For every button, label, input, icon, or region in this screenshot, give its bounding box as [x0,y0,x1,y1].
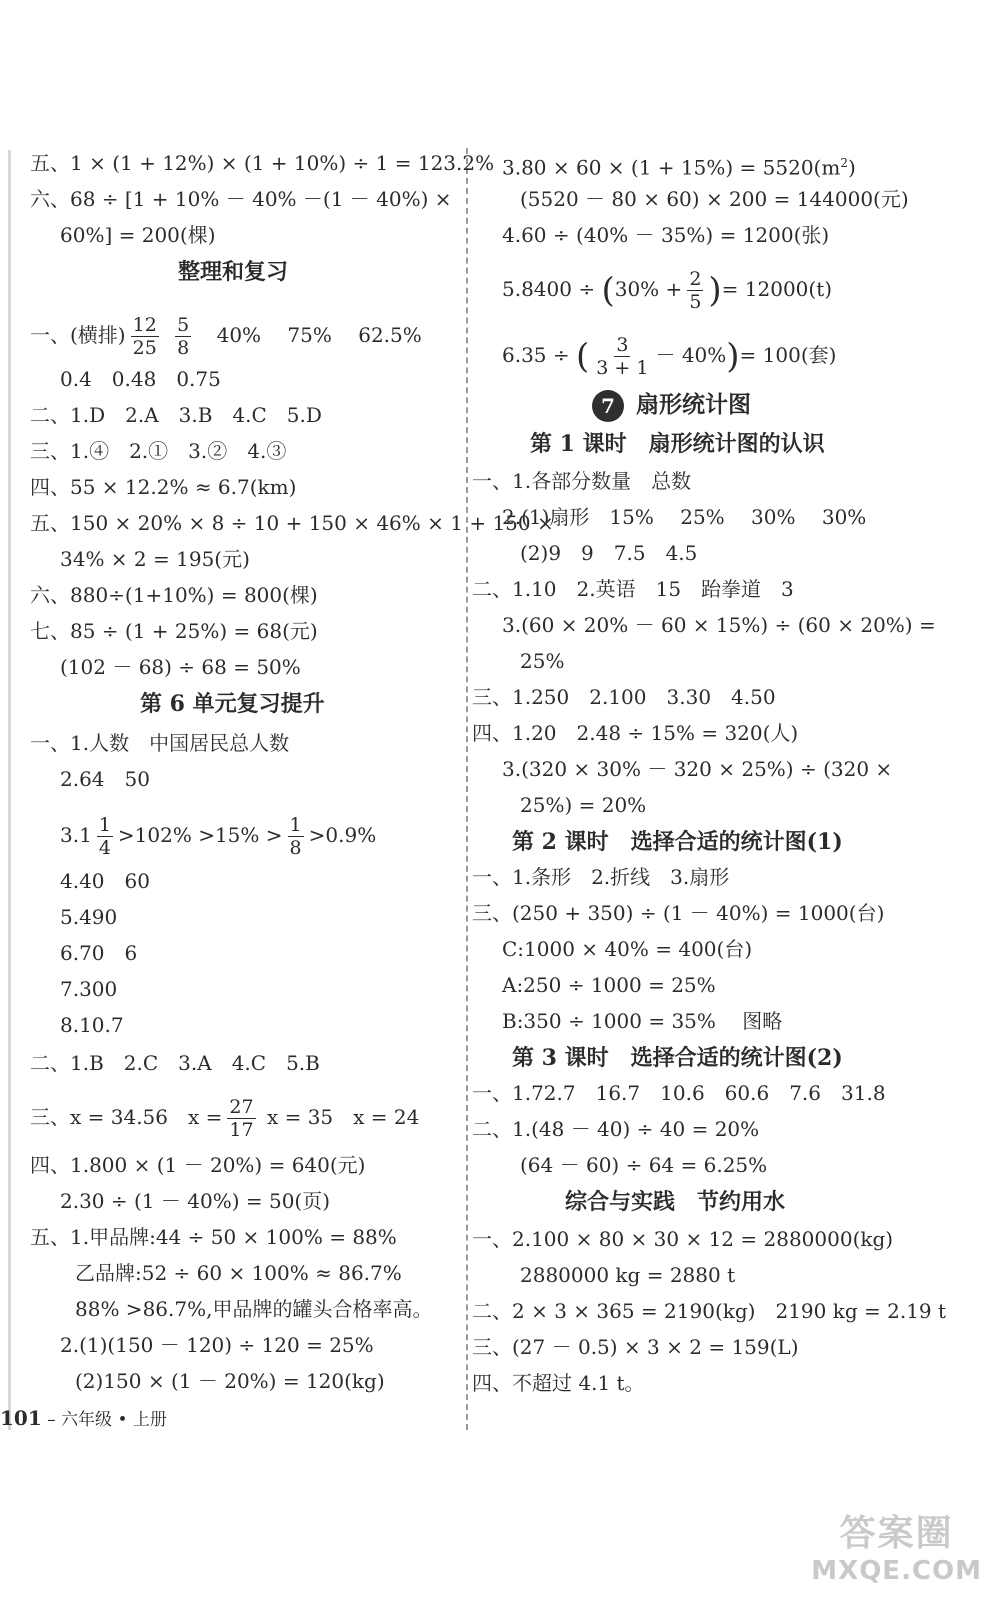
chapter-number-badge: 7 [592,390,624,422]
answer-line [502,150,856,181]
denominator: 3 + 1 [596,357,649,379]
fraction [175,314,191,359]
line-middle: >102% >15% > [117,823,283,847]
open-paren: ( [601,270,615,311]
line-prefix: 一、(横排) [30,323,126,347]
section-heading: 综合与实践 节约用水 [565,1189,786,1215]
fraction [97,814,113,859]
line-rest: = 100(套) [739,343,837,367]
answer-line [502,334,836,379]
line-prefix: 6.35 ÷ [502,343,570,367]
answer-line: 二、1.B 2.C 3.A 4.C 5.B [30,1051,320,1075]
denominator: 25 [132,337,157,359]
answer-line: 一、1.条形 2.折线 3.扇形 [472,865,730,889]
answer-line: 0.4 0.48 0.75 [60,367,221,391]
fraction [687,268,703,313]
answer-line: 3.(60 × 20% － 60 × 15%) ÷ (60 × 20%) = [502,613,936,637]
answer-line: 一、1.72.7 16.7 10.6 60.6 7.6 31.8 [472,1081,886,1105]
answer-line: 六、68 ÷ [1 + 10% － 40% －(1 － 40%) × [30,187,452,211]
close-paren: ) [708,270,722,311]
answer-line: 一、1.人数 中国居民总人数 [30,731,290,755]
answer-line: 六、880÷(1+10%) = 800(棵) [30,583,318,607]
answer-line: (64 － 60) ÷ 64 = 6.25% [520,1153,768,1177]
answer-line: 25%) = 20% [520,793,647,817]
answer-line: 2.64 50 [60,767,150,791]
denominator: 8 [177,337,190,359]
answer-line: 四、1.800 × (1 － 20%) = 640(元) [30,1153,366,1177]
answer-line: 25% [520,649,565,673]
chapter-heading [592,390,751,422]
numerator: 27 [229,1096,254,1118]
answer-line: 四、不超过 4.1 t。 [472,1371,645,1395]
answer-line [502,268,832,313]
answer-line: 2880000 kg = 2880 t [520,1263,736,1287]
section-heading: 第 1 课时 扇形统计图的认识 [530,431,825,457]
answer-line: 五、150 × 20% × 8 ÷ 10 + 150 × 46% × 1 + 150 × [30,511,554,535]
denominator: 5 [689,291,702,313]
numerator: 5 [177,314,190,336]
line-middle: 30% + [614,277,683,301]
line-middle: － 40% [655,343,727,367]
line-rest: 40% 75% 62.5% [216,323,422,347]
page-edge [8,150,11,1430]
answer-line: A:250 ÷ 1000 = 25% [502,973,716,997]
answer-line: 三、1.250 2.100 3.30 4.50 [472,685,776,709]
answer-line: (102 － 68) ÷ 68 = 50% [60,655,301,679]
section-heading: 第 6 单元复习提升 [140,691,325,717]
answer-line: (5520 － 80 × 60) × 200 = 144000(元) [520,187,909,211]
answer-line: 乙品牌:52 ÷ 60 × 100% ≈ 86.7% [75,1261,402,1285]
numerator: 12 [132,314,157,336]
answer-line: 五、1 × (1 + 12%) × (1 + 10%) ÷ 1 = 123.2% [30,151,495,175]
section-heading: 整理和复习 [178,259,289,285]
fraction [131,314,159,359]
answer-line: 三、(27 － 0.5) × 3 × 2 = 159(L) [472,1335,799,1359]
watermark-title: 答案圈 [839,1513,954,1554]
line-prefix: 3.1 [60,823,92,847]
denominator: 4 [98,837,111,859]
chapter-title: 扇形统计图 [636,391,751,418]
section-heading: 第 2 课时 选择合适的统计图(1) [512,829,843,855]
answer-line: 5.490 [60,905,118,929]
line-rest: x = 35 x = 24 [266,1105,420,1129]
answer-line: 2.(1)扇形 15% 25% 30% 30% [502,505,867,529]
line-end: ) [847,155,856,180]
answer-line: 60%] = 200(棵) [60,223,216,247]
answer-line: 34% × 2 = 195(元) [60,547,250,571]
answer-line: 一、2.100 × 80 × 30 × 12 = 2880000(kg) [472,1227,894,1251]
answer-line: 2.(1)(150 － 120) ÷ 120 = 25% [60,1333,374,1357]
open-paren: ( [576,336,590,377]
numerator: 2 [689,268,702,290]
column-divider [466,148,468,1430]
answer-line: 3.(320 × 30% － 320 × 25%) ÷ (320 × [502,757,893,781]
answer-line [60,814,376,859]
line-prefix: 三、x = 34.56 x = [30,1105,223,1129]
answer-line: 4.60 ÷ (40% － 35%) = 1200(张) [502,223,830,247]
numerator: 1 [98,814,111,836]
answer-line: 二、2 × 3 × 365 = 2190(kg) 2190 kg = 2.19 t [472,1299,947,1323]
answer-line: 2.30 ÷ (1 － 40%) = 50(页) [60,1189,331,1213]
line-rest: = 12000(t) [721,277,833,301]
answer-line: 7.300 [60,977,118,1001]
answer-line: 6.70 6 [60,941,138,965]
answer-line: 二、1.D 2.A 3.B 4.C 5.D [30,403,322,427]
answer-line: C:1000 × 40% = 400(台) [502,937,753,961]
denominator: 17 [229,1119,254,1141]
numerator: 3 [616,334,629,356]
close-paren: ) [726,336,740,377]
numerator: 1 [289,814,302,836]
line-rest: >0.9% [308,823,377,847]
answer-line: 8.10.7 [60,1013,124,1037]
watermark-logo [811,1505,982,1586]
answer-line: 四、1.20 2.48 ÷ 15% = 320(人) [472,721,799,745]
answer-line: 七、85 ÷ (1 + 25%) = 68(元) [30,619,318,643]
answer-line: (2)150 × (1 － 20%) = 120(kg) [75,1369,385,1393]
denominator: 8 [289,837,302,859]
answer-line: 一、1.各部分数量 总数 [472,469,692,493]
watermark-url: MXQE.COM [811,1556,982,1586]
fraction [288,814,304,859]
answer-line: 4.40 60 [60,869,150,893]
line-text: 3.80 × 60 × (1 + 15%) = 5520(m [502,155,841,180]
answer-line: 二、1.10 2.英语 15 跆拳道 3 [472,577,794,601]
fraction [227,1096,255,1141]
answer-line: 88% >86.7%,甲品牌的罐头合格率高。 [75,1297,433,1321]
answer-line [30,1096,419,1141]
page-footer [0,1405,167,1430]
answer-line: 三、(250 + 350) ÷ (1 － 40%) = 1000(台) [472,901,885,925]
line-prefix: 5.8400 ÷ [502,277,596,301]
page-number: 101 [0,1406,42,1430]
answer-line: 三、1.④ 2.① 3.② 4.③ [30,439,287,463]
answer-line: 五、1.甲品牌:44 ÷ 50 × 100% = 88% [30,1225,397,1249]
answer-line: 四、55 × 12.2% ≈ 6.7(km) [30,475,297,499]
superscript: 2 [840,156,848,170]
answer-line [30,314,422,359]
section-heading: 第 3 课时 选择合适的统计图(2) [512,1045,843,1071]
answer-line: 二、1.(48 － 40) ÷ 40 = 20% [472,1117,760,1141]
answer-line: B:350 ÷ 1000 = 35% 图略 [502,1009,783,1033]
answer-line: (2)9 9 7.5 4.5 [520,541,698,565]
footer-label: – 六年级 • 上册 [47,1410,167,1430]
fraction [594,334,650,379]
